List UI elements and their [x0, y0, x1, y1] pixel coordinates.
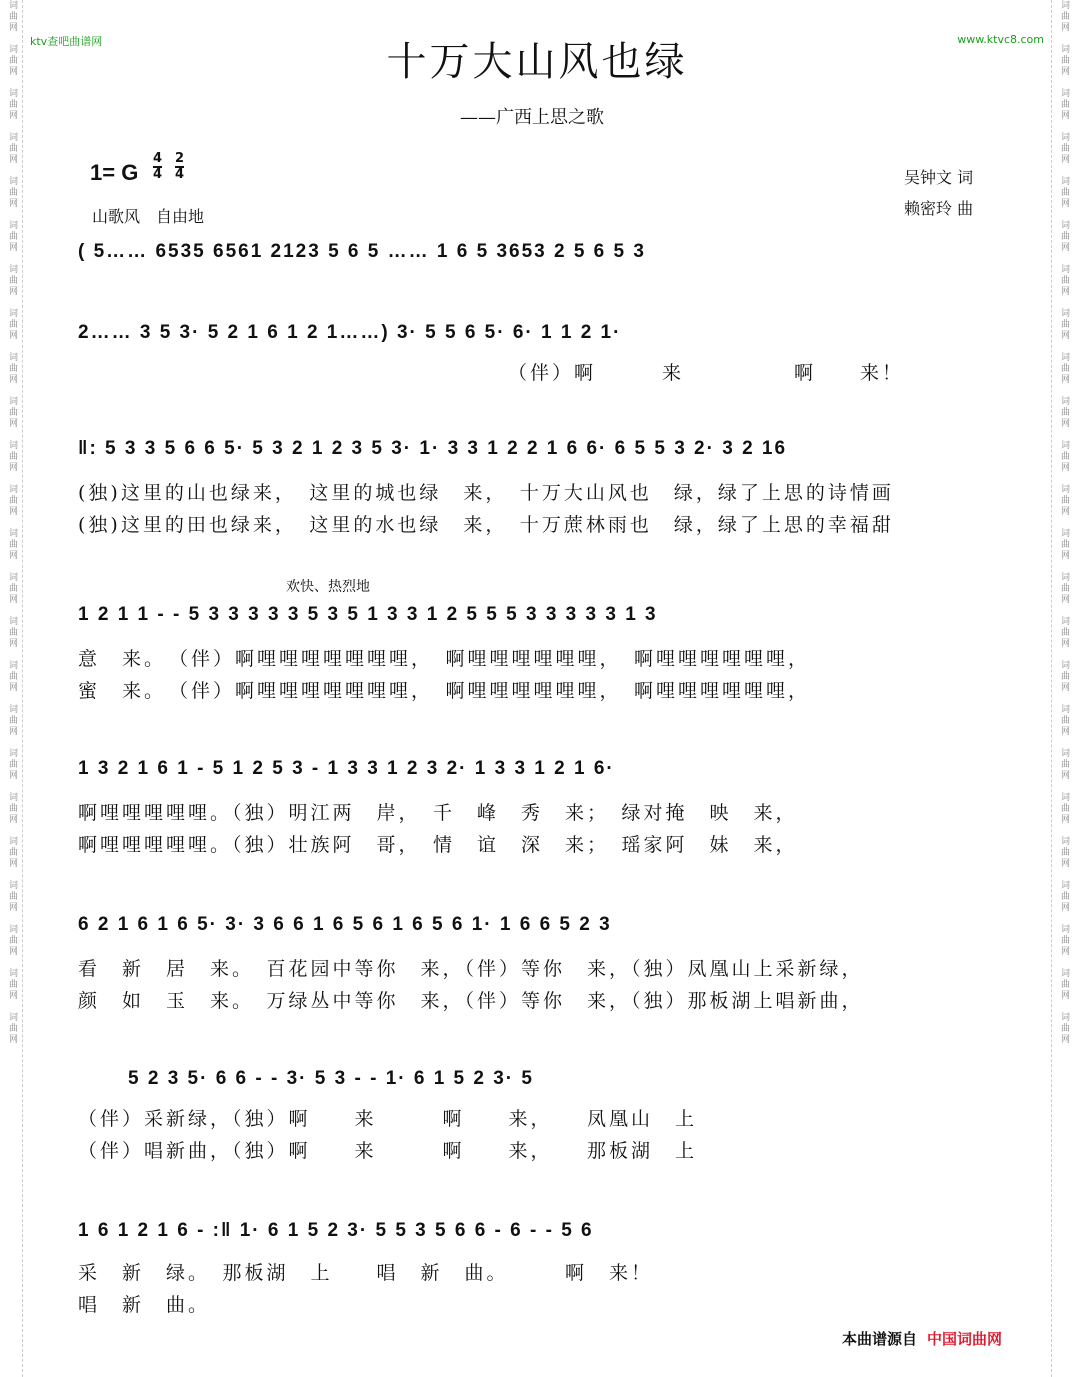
notes-line: 1 2 1 1 - - 5 3 3 3 3 3 5 3 5 1 3 3 1 2 5 5 5 3 3 3 3 3 1 3	[78, 604, 658, 625]
lyrics-verse-1: （伴）啊 来 啊 来！	[508, 362, 905, 384]
notes-line: 1 6 1 2 1 6 - :‖ 1· 6 1 5 2 3· 5 5 3 5 6 6 - 6 - - 5 6	[78, 1220, 594, 1241]
watermark-text: 词曲网 词曲网 词曲网 词曲网 词曲网 词曲网 词曲网 词曲网 词曲网 词曲网 词曲网 词曲网 词曲网 词曲网 词曲网 词曲网 词曲网 词曲网 词曲网 词曲网 词曲网 词曲网 词曲网 词曲网	[7, 0, 17, 1056]
lyrics-verse-1: 采 新 绿。 那板湖 上 唱 新 曲。 啊 来！	[78, 1262, 654, 1284]
lyrics-verse-1: （伴）采新绿，（独）啊 来 啊 来， 凤凰山 上	[78, 1108, 698, 1130]
composer-credit: 赖密玲 曲	[904, 199, 974, 218]
lyrics-verse-1: 意 来。 （伴）啊哩哩哩哩哩哩哩， 啊哩哩哩哩哩哩， 啊哩哩哩哩哩哩，	[78, 648, 811, 670]
site-name-left: ktv查吧曲谱网	[30, 35, 103, 48]
lyrics-verse-1: (独)这里的山也绿来， 这里的城也绿 来， 十万大山风也 绿，绿了上思的诗情画	[78, 482, 894, 504]
time-signature-2-4: $\frac{2}{4}$	[175, 151, 185, 182]
lyrics-verse-2: 唱 新 曲。	[78, 1294, 211, 1316]
lyrics-verse-1: 看 新 居 来。 百花园中等你 来，（伴）等你 来，（独）凤凰山上采新绿，	[78, 958, 864, 980]
footer-source	[842, 1328, 1002, 1349]
lyrics-verse-2: (独)这里的田也绿来， 这里的水也绿 来， 十万蔗林雨也 绿，绿了上思的幸福甜	[78, 514, 894, 536]
notes-line: 6 2 1 6 1 6 5· 3· 3 6 6 1 6 5 6 1 6 5 6 1· 1 6 6 5 2 3	[78, 914, 612, 935]
tempo-marking: 欢快、热烈地	[286, 579, 370, 595]
notes-line: ‖: 5 3 3 5 6 6 5· 5 3 2 1 2 3 5 3· 1· 3 3 1 2 2 1 6 6· 6 5 5 3 2· 3 2 16	[78, 438, 788, 459]
footer-label: 本曲谱源自	[842, 1330, 918, 1348]
lyrics-verse-2: （伴）唱新曲，（独）啊 来 啊 来， 那板湖 上	[78, 1140, 698, 1162]
lyricist-credit: 吴钟文 词	[904, 168, 974, 187]
lyrics-verse-2: 啊哩哩哩哩哩。（独）壮族阿 哥， 情 谊 深 来； 瑶家阿 妹 来，	[78, 834, 798, 856]
style-marking: 山歌风 自由地	[92, 207, 205, 226]
notes-line: 5 2 3 5· 6 6 - - 3· 5 3 - - 1· 6 1 5 2 3· 5	[128, 1068, 534, 1089]
song-subtitle: ——广西上思之歌	[460, 107, 604, 128]
time-signature-4-4: $\frac{4}{4}$	[153, 151, 163, 182]
watermark-text: 词曲网 词曲网 词曲网 词曲网 词曲网 词曲网 词曲网 词曲网 词曲网 词曲网 词曲网 词曲网 词曲网 词曲网 词曲网 词曲网 词曲网 词曲网 词曲网 词曲网 词曲网 词曲网 词曲网 词曲网	[1059, 0, 1069, 1056]
lyrics-verse-1: 啊哩哩哩哩哩。（独）明江两 岸， 千 峰 秀 来； 绿对掩 映 来，	[78, 802, 798, 824]
notes-line: 1 3 2 1 6 1 - 5 1 2 5 3 - 1 3 3 1 2 3 2· 1 3 3 1 2 1 6·	[78, 758, 615, 779]
key-signature: 1= G	[90, 160, 139, 185]
song-title: 十万大山风也绿	[386, 39, 688, 85]
notes-line: ( 5…… 6535 6561 2123 5 6 5 …… 1 6 5 3653 2 5 6 5 3	[78, 241, 646, 262]
site-url-right: www.ktvc8.com	[957, 33, 1044, 46]
lyrics-verse-2: 颜 如 玉 来。 万绿丛中等你 来，（伴）等你 来，（独）那板湖上唱新曲，	[78, 990, 864, 1012]
watermark-strip-left	[0, 0, 23, 1377]
lyrics-verse-2: 蜜 来。 （伴）啊哩哩哩哩哩哩哩， 啊哩哩哩哩哩哩， 啊哩哩哩哩哩哩，	[78, 680, 811, 702]
footer-brand-link[interactable]: 中国词曲网	[927, 1330, 1003, 1348]
notes-line: 2…… 3 5 3· 5 2 1 6 1 2 1……) 3· 5 5 6 5· 6· 1 1 2 1·	[78, 322, 622, 343]
watermark-strip-right	[1051, 0, 1074, 1377]
